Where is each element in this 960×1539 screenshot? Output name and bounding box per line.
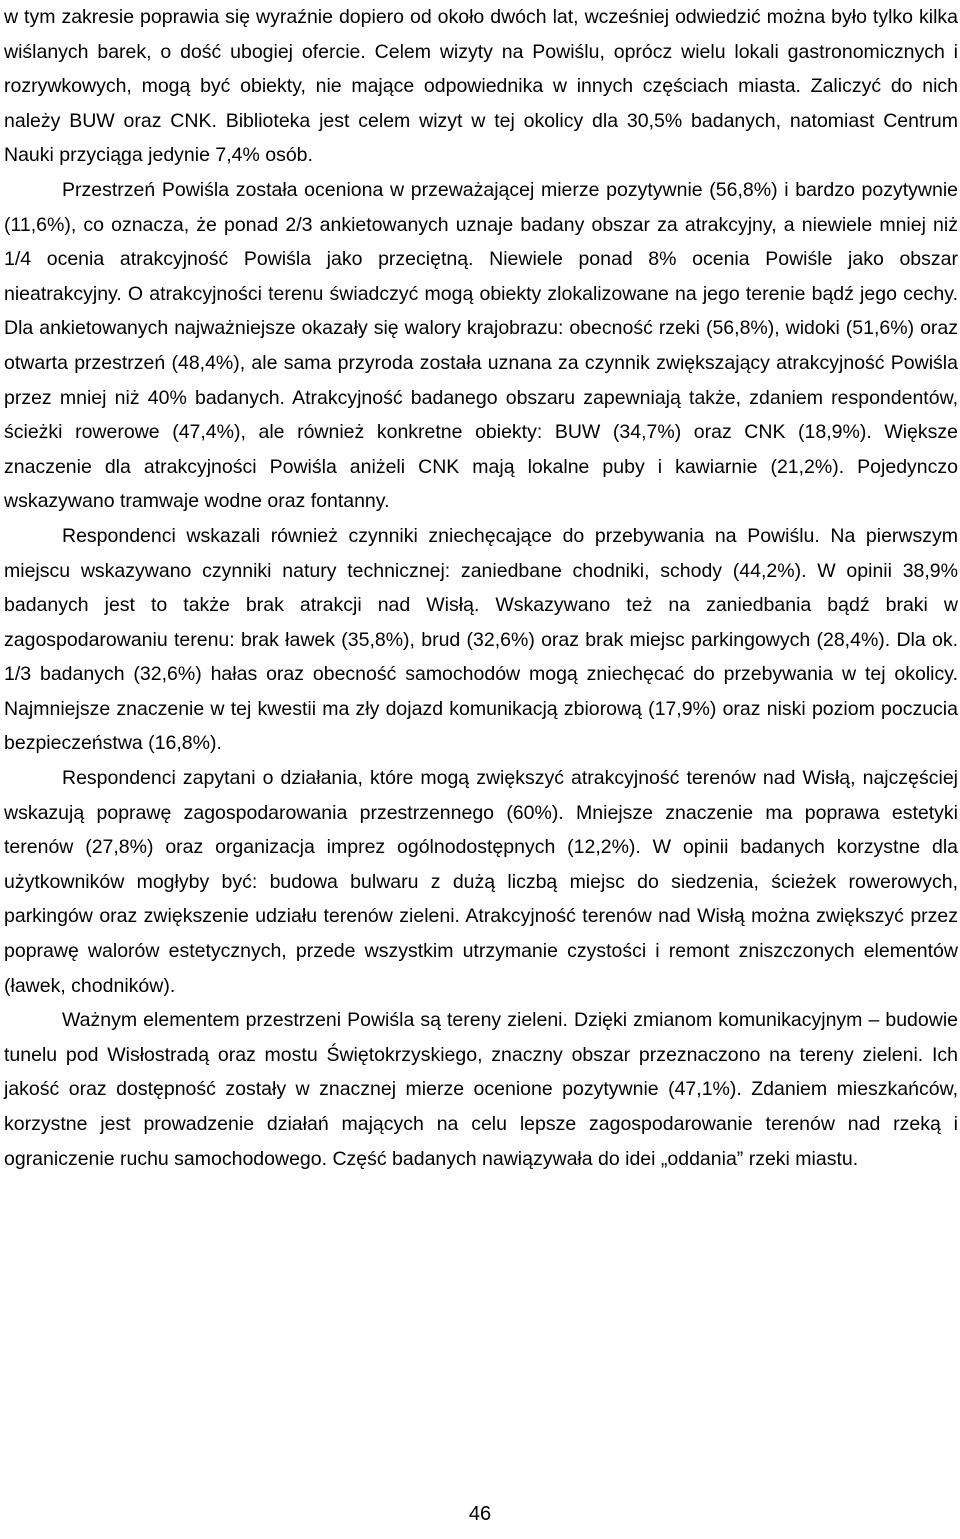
paragraph-attractiveness-assessment: Przestrzeń Powiśla została oceniona w przeważającej mierze pozytywnie (56,8%) i bardzo pozytywnie (11,6%), co oznacza, że ponad 2/3 ankietowanych uznaje badany obszar za atrakcyjny, a niewiele mniej niż 1/4 ocenia atrakcyjność Powiśla jako przeciętną. Niewiele ponad 8% ocenia Powiśle jako obszar nieatrakcyjny. O atrakcyjności terenu świadczyć mogą obiekty zlokalizowane na jego terenie bądź jego cechy. Dla ankietowanych najważniejsze okazały się walory krajobrazu: obecność rzeki (56,8%), widoki (51,6%) oraz otwarta przestrzeń (48,4%), ale sama przyroda została uznana za czynnik zwiększający atrakcyjność Powiśla przez mniej niż 40% badanych. Atrakcyjność badanego obszaru zapewniają także, zdaniem respondentów, ścieżki rowerowe (47,4%), ale również konkretne obiekty: BUW (34,7%) oraz CNK (18,9%). Większe znaczenie dla atrakcyjności Powiśla aniżeli CNK mają lokalne puby i kawiarnie (21,2%). Pojedynczo wskazywano tramwaje wodne oraz fontanny. <box>4 178 958 513</box>
paragraph-continuation: w tym zakresie poprawia się wyraźnie dopiero od około dwóch lat, wcześniej odwiedzić można było tylko kilka wiślanych barek, o dość ubogiej ofercie. Celem wizyty na Powiślu, oprócz wielu lokali gastronomicznych i rozrywkowych, mogą być obiekty, nie mające odpowiednika w innych częściach miasta. Zaliczyć do nich należy BUW oraz CNK. Biblioteka jest celem wizyt w tej okolicy dla 30,5% badanych, natomiast Centrum Nauki przyciąga jedynie 7,4% osób. <box>4 6 958 167</box>
paragraph-green-areas: Ważnym elementem przestrzeni Powiśla są tereny zieleni. Dzięki zmianom komunikacyjnym – budowie tunelu pod Wisłostradą oraz mostu Świętokrzyskiego, znaczny obszar przeznaczono na tereny zieleni. Ich jakość oraz dostępność zostały w znacznej mierze ocenione pozytywnie (47,1%). Zdaniem mieszkańców, korzystne jest prowadzenie działań mających na celu lepsze zagospodarowanie terenów nad rzeką i ograniczenie ruchu samochodowego. Część badanych nawiązywała do idei „oddania” rzeki miastu. <box>4 1009 958 1170</box>
paragraph-discouraging-factors: Respondenci wskazali również czynniki zniechęcające do przebywania na Powiślu. Na pierwszym miejscu wskazywano czynniki natury technicznej: zaniedbane chodniki, schody (44,2%). W opinii 38,9% badanych jest to także brak atrakcji nad Wisłą. Wskazywano też na zaniedbania bądź braki w zagospodarowaniu terenu: brak ławek (35,8%), brud (32,6%) oraz brak miejsc parkingowych (28,4%). Dla ok. 1/3 badanych (32,6%) hałas oraz obecność samochodów mogą zniechęcać do przebywania w tej okolicy. Najmniejsze znaczenie w tej kwestii ma zły dojazd komunikacją zbiorową (17,9%) oraz niski poziom poczucia bezpieczeństwa (16,8%). <box>4 524 958 755</box>
paragraph-improvement-actions: Respondenci zapytani o działania, które mogą zwiększyć atrakcyjność terenów nad Wisłą, najczęściej wskazują poprawę zagospodarowania przestrzennego (60%). Mniejsze znaczenie ma poprawa estetyki terenów (27,8%) oraz organizacja imprez ogólnodostępnych (12,2%). W opinii badanych korzystne dla użytkowników mogłyby być: budowa bulwaru z dużą liczbą miejsc do siedzenia, ścieżek rowerowych, parkingów oraz zwiększenie udziału terenów zieleni. Atrakcyjność terenów nad Wisłą można zwiększyć przez poprawę walorów estetycznych, przede wszystkim utrzymanie czystości i remont zniszczonych elementów (ławek, chodników). <box>4 767 958 997</box>
page-number: 46 <box>468 1503 492 1525</box>
document-body <box>4 0 958 1176</box>
